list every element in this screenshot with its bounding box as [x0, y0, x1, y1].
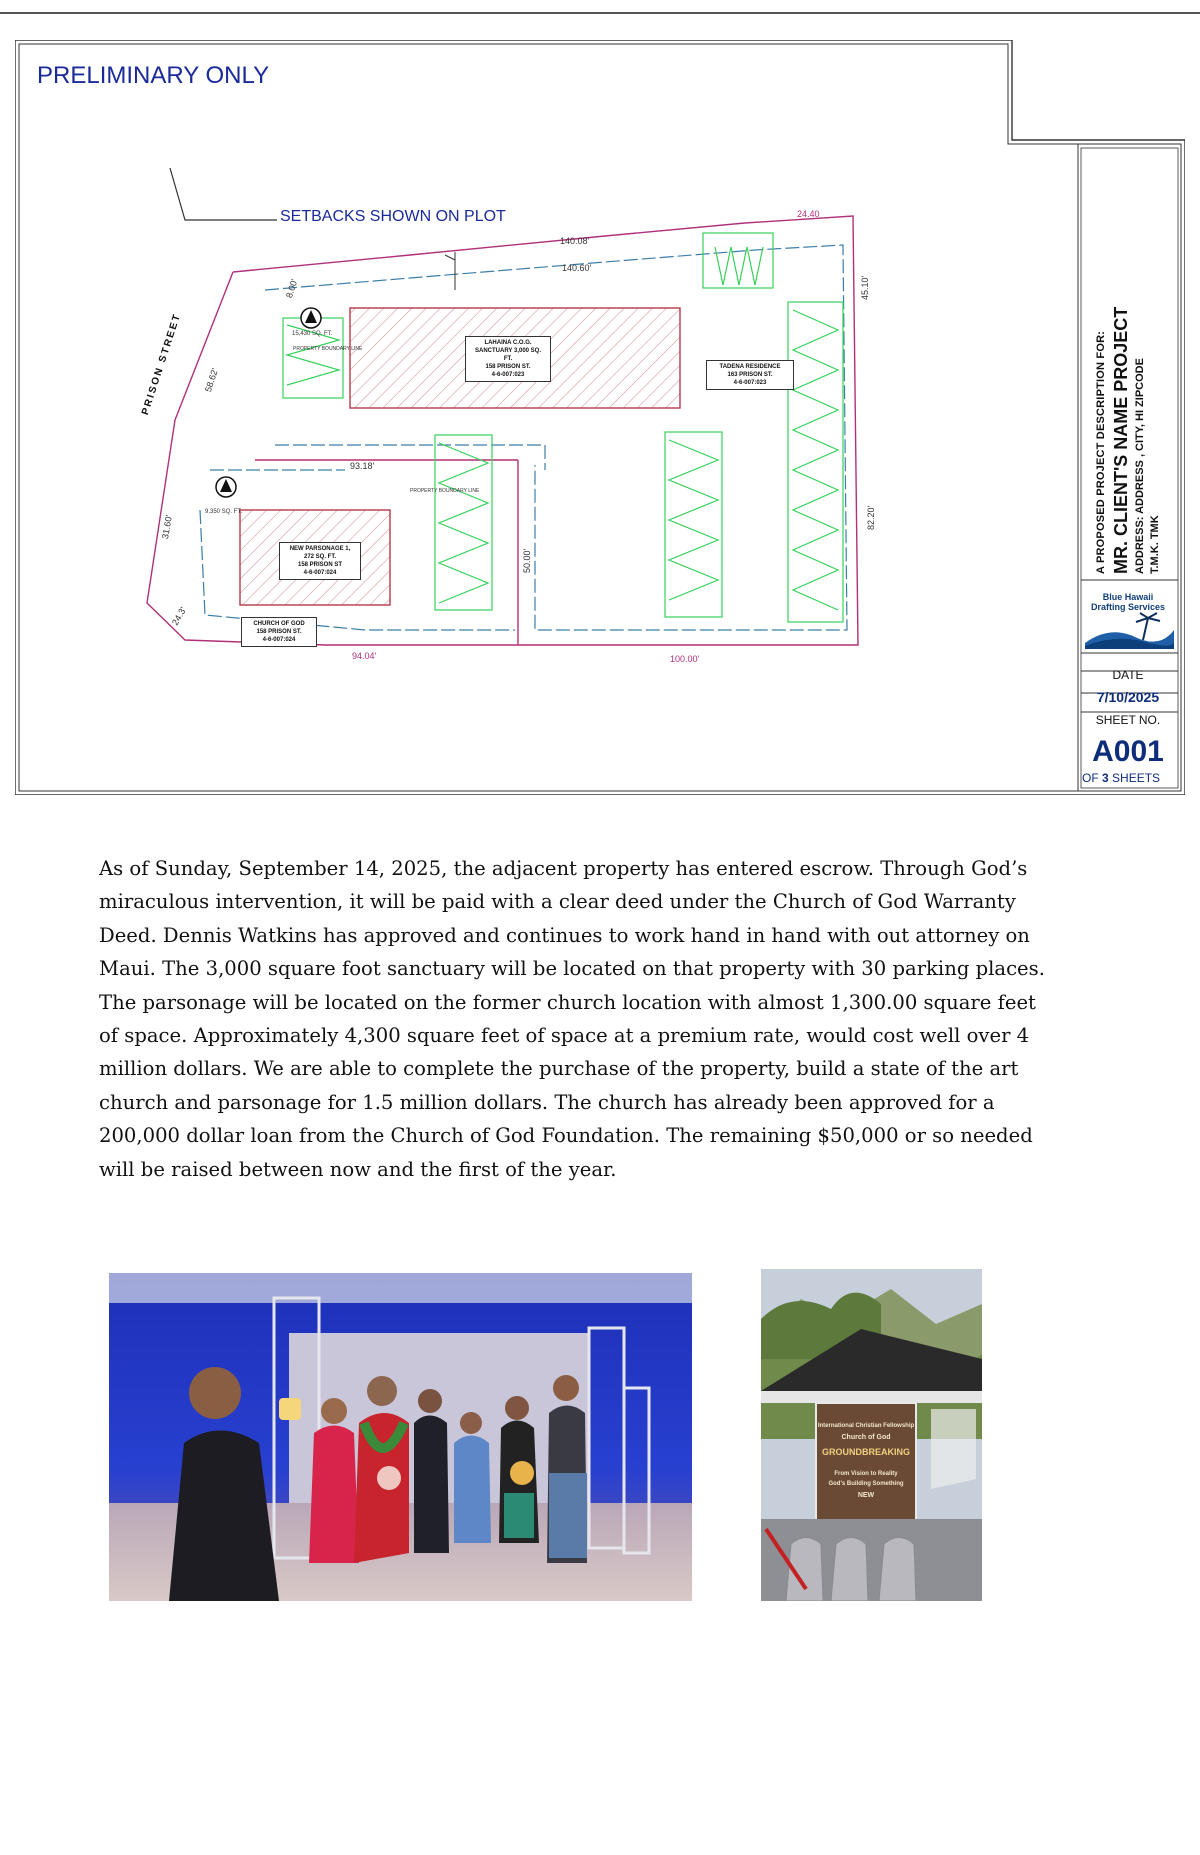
setbacks-note: SETBACKS SHOWN ON PLOT [280, 208, 506, 225]
dim-right-lower: 82.20' [866, 505, 876, 530]
area-label: 15,430 SQ. FT. [292, 331, 333, 337]
area-label: 9,350 SQ. FT. [205, 509, 243, 515]
preliminary-label: PRELIMINARY ONLY [37, 62, 270, 89]
dim-mid-width: 93.18' [350, 461, 375, 471]
dim-bottom-left: 94.04' [352, 651, 377, 661]
dim-top-outer: 140.08' [560, 236, 590, 246]
svg-text:NEW: NEW [857, 1492, 875, 1499]
svg-text:God's Building Something: God's Building Something [828, 1481, 904, 1487]
body-paragraph: As of Sunday, September 14, 2025, the adjacent property has entered escrow. Through God’s miraculous intervention, it will be paid with a clear deed under the Church of God Warranty Deed. Dennis Watkins has approved and continues to work hand in hand with out attorney on Maui. The 3,000 square foot sanctuary will be located on that property with 30 parking places. The parsonage will be located on the former church location with almost 1,300.00 square feet of space. Approximately 4,300 square feet of space at a premium rate, would cost well over 4 million dollars. We are able to complete the purchase of the property, build a state of the art church and parsonage for 1.5 million dollars. The church has already been approved for a 200,000 dollar loan from the Church of God Foundation. The remaining $50,000 or so needed will be raised between now and the first of the year. [99, 857, 1045, 1181]
dim-left-corner: 8.00' [284, 277, 300, 300]
logo-text: Blue Hawaii Drafting Services [1090, 592, 1166, 612]
dim-left-lower: 31.60' [160, 514, 175, 540]
street-label: PRISON STREET [140, 311, 184, 417]
setbacks-leader [170, 168, 277, 220]
dim-right-upper: 45.10' [860, 275, 870, 300]
groundbreaking-photo [761, 1269, 982, 1601]
project-tmk: T.M.K. TMK [1149, 515, 1161, 574]
church-label: CHURCH OF GOD 158 PRISON ST. 4-6-007:024 [241, 617, 317, 647]
dim-top-inner: 140.60' [562, 263, 592, 273]
dim-bottom-right: 100.00' [670, 654, 700, 664]
north-arrow-icon [301, 308, 321, 328]
sheet-border [15, 40, 1185, 795]
parsonage-label: NEW PARSONAGE 1, 272 SQ. FT. 158 PRISON ST 4-6-007:024 [279, 542, 361, 580]
description-label: A PROPOSED PROJECT DESCRIPTION FOR: [1095, 330, 1107, 574]
svg-text:From Vision to Reality: From Vision to Reality [834, 1471, 898, 1477]
residence-label: TADENA RESIDENCE 163 PRISON ST. 4-6-007:023 [706, 360, 794, 390]
project-name: MR. CLIENT'S NAME PROJECT [1111, 306, 1131, 574]
dim-left-bottom: 24.3' [170, 605, 189, 627]
svg-text:GROUNDBREAKING: GROUNDBREAKING [821, 1447, 911, 1457]
date-label: DATE [1112, 668, 1144, 682]
blue-hawaii-logo [1085, 611, 1174, 649]
svg-text:Church of God: Church of God [841, 1434, 891, 1441]
site-plan-drawing [15, 40, 1185, 795]
dim-mid-depth: 50.00' [522, 548, 532, 573]
dim-top-right: 24.40 [797, 209, 820, 219]
property-line-label: PROPERTY BOUNDARY LINE [293, 346, 363, 352]
sheet-border-inner [19, 44, 1181, 791]
dim-left-upper: 58.62' [203, 366, 221, 394]
property-line-label: PROPERTY BOUNDARY LINE [410, 488, 480, 494]
page-top-rule [0, 12, 1200, 14]
north-arrow-icon [216, 477, 236, 497]
title-block-description [1080, 148, 1176, 580]
project-address: ADDRESS: ADDRESS , CITY, HI ZIPCODE [1134, 358, 1146, 574]
sheet-count: OF 3 SHEETS [1082, 771, 1161, 785]
sanctuary-label: LAHAINA C.O.G. SANCTUARY 3,000 SQ. FT. 158 PRISON ST. 4-6-007:023 [465, 336, 551, 382]
sheet-number: A001 [1092, 735, 1164, 768]
svg-text:International Christian Fellow: International Christian Fellowship [817, 1423, 915, 1429]
congregation-photo [109, 1273, 692, 1601]
sheet-label: SHEET NO. [1095, 713, 1161, 727]
date-value: 7/10/2025 [1096, 689, 1160, 705]
